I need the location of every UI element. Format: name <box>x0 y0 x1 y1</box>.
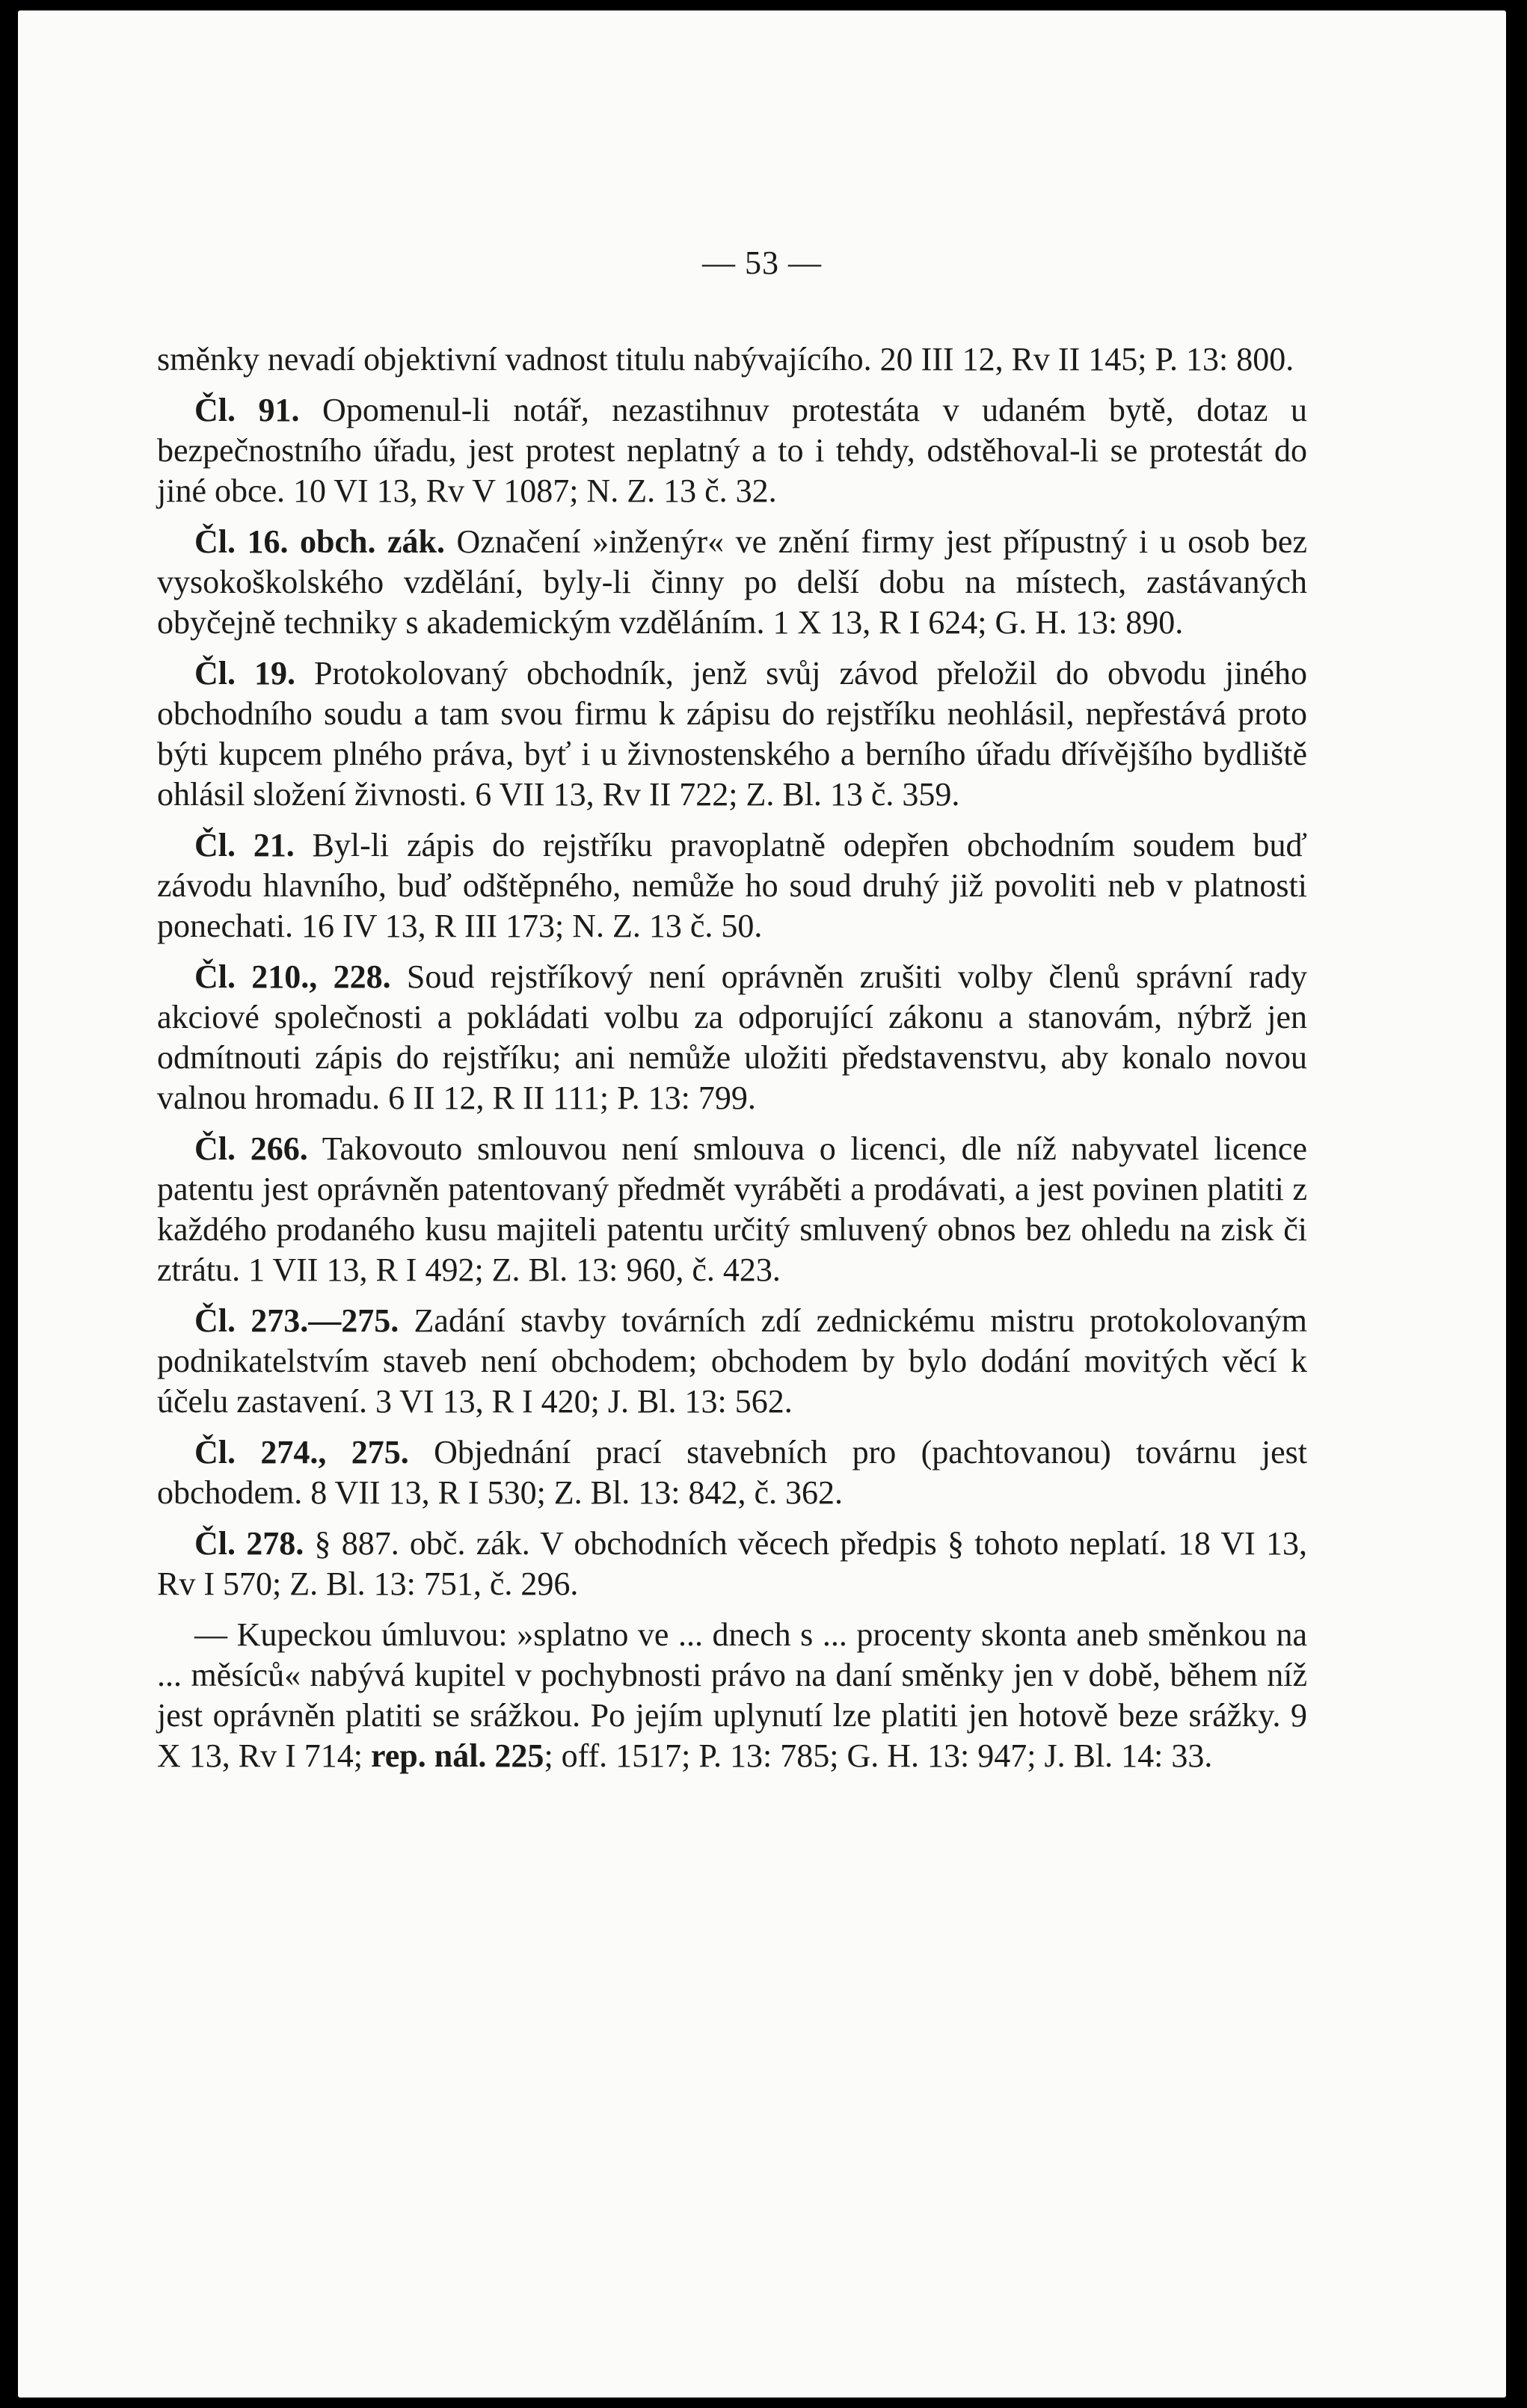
article-ref: Čl. 278. <box>194 1525 304 1562</box>
report-ref: rep. nál. 225 <box>371 1737 544 1774</box>
paragraph-cl-21: Čl. 21. Byl-li zápis do rejstříku pravoplatně odepřen obchodním soudem buď závodu hlavního, buď odštěpného, nemůže ho soud druhý již povoliti neb v platnosti ponechati. 16 IV 13, R III 173; N. Z. 13 č. 50. <box>157 827 1307 944</box>
paragraph-cl-266: Čl. 266. Takovouto smlouvou není smlouva o licenci, dle níž nabyvatel licence patentu jest oprávněn patentovaný předmět vyráběti a prodávati, a jest povinen platiti z každého prodaného kusu majiteli patentu určitý smluvený obnos bez ohledu na zisk či ztrátu. 1 VII 13, R I 492; Z. Bl. 13: 960, č. 423. <box>157 1130 1307 1288</box>
article-ref: Čl. 91. <box>194 392 300 428</box>
page-number: — 53 — <box>702 244 822 281</box>
paragraph-cl-273: Čl. 273.—275. Zadání stavby továrních zdí zednickému mistru protokolovaným podnikatelstvím staveb není obchodem; obchodem by bylo dodání movitých věcí k účelu zastavení. 3 VI 13, R I 420; J. Bl. 13: 562. <box>157 1302 1308 1420</box>
article-ref: Čl. 210., 228. <box>194 958 391 995</box>
paragraph-cl-278: Čl. 278. § 887. obč. zák. V obchodních věcech předpis § tohoto neplatí. 18 VI 13, Rv I 570; Z. Bl. 13: 751, č. 296. <box>157 1525 1307 1602</box>
article-ref: Čl. 16. obch. zák. <box>194 523 446 560</box>
document-page <box>18 10 1506 2398</box>
article-ref: Čl. 266. <box>194 1130 308 1167</box>
article-ref: Čl. 274., 275. <box>194 1434 409 1471</box>
paragraph-kupecka-umluva: — Kupeckou úmluvou: »splatno ve ... dnech s ... procenty skonta aneb směnkou na ... měsíců« nabývá kupitel v pochybnosti právo na daní směnky jen v době, během níž jest oprávněn platiti se srážkou. Po jejím uplynutí lze platiti jen hotově beze srážky. 9 X 13, Rv I 714; rep. nál. 225; off. 1517; P. 13: 785; G. H. 13: 947; J. Bl. 14: 33. <box>157 1616 1307 1774</box>
document-body <box>157 339 1307 1787</box>
article-ref: Čl. 21. <box>194 827 295 863</box>
paragraph-cl-210: Čl. 210., 228. Soud rejstříkový není oprávněn zrušiti volby členů správní rady akciové společnosti a pokládati volbu za odporující zákonu a stanovám, nýbrž jen odmítnouti zápis do rejstříku; ani nemůže uložiti představenstvu, aby konalo novou valnou hromadu. 6 II 12, R II 111; P. 13: 799. <box>157 958 1308 1116</box>
paragraph-cl-19: Čl. 19. Protokolovaný obchodník, jenž svůj závod přeložil do obvodu jiného obchodního soudu a tam svou firmu k zápisu do rejstříku neohlásil, nepřestává proto býti kupcem plného práva, byť i u živnostenského a berního úřadu dřívějšího bydliště ohlásil složení živnosti. 6 VII 13, Rv II 722; Z. Bl. 13 č. 359. <box>157 655 1307 813</box>
article-ref: Čl. 19. <box>194 655 296 692</box>
paragraph-continuation: směnky nevadí objektivní vadnost titulu nabývajícího. 20 III 12, Rv II 145; P. 13: 800. <box>157 341 1294 378</box>
article-ref: Čl. 273.—275. <box>194 1302 399 1339</box>
paragraph-cl-16: Čl. 16. obch. zák. Označení »inženýr« ve znění firmy jest přípustný i u osob bez vysokoškolského vzdělání, byly-li činny po delší dobu na místech, zastávaných obyčejně techniky s akademickým vzděláním. 1 X 13, R I 624; G. H. 13: 890. <box>157 523 1307 641</box>
paragraph-cl-274: Čl. 274., 275. Objednání prací stavebních pro (pachtovanou) továrnu jest obchodem. 8 VII 13, R I 530; Z. Bl. 13: 842, č. 362. <box>157 1434 1308 1511</box>
paragraph-cl-91: Čl. 91. Opomenul-li notář, nezastihnuv protestáta v udaném bytě, dotaz u bezpečnostního úřadu, jest protest neplatný a to i tehdy, odstěhoval-li se protestát do jiné obce. 10 VI 13, Rv V 1087; N. Z. 13 č. 32. <box>157 392 1308 509</box>
